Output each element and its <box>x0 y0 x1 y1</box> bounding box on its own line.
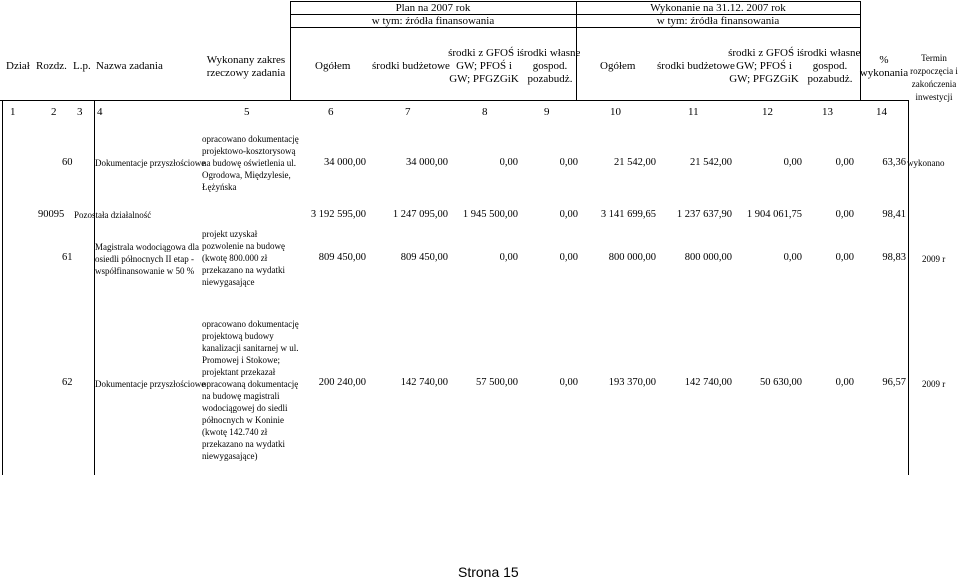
cell-budzet-exec: 800 000,00 <box>684 252 732 263</box>
cell-wlasne-plan: 0,00 <box>559 252 578 263</box>
execution-subtitle: w tym: źródła finansowania <box>656 15 780 27</box>
col-dzial: Dział <box>6 60 30 72</box>
row-nazwa: Pozostała działalność <box>74 210 152 220</box>
row-lp: 62 <box>62 377 73 388</box>
cell-gfos-plan: 0,00 <box>499 157 518 168</box>
colnum-5: 5 <box>244 106 250 118</box>
cell-procent: 96,57 <box>882 377 906 388</box>
row-nazwa: Magistrala wodociągowa dla osiedli północnych II etap - współfinansowanie w 50 % <box>95 242 199 276</box>
colnum-7: 7 <box>405 106 411 118</box>
row-nazwa: Dokumentacje przyszłościowe <box>95 379 206 389</box>
colnum-10: 10 <box>610 106 621 118</box>
colnum-14: 14 <box>876 106 887 118</box>
cell-wlasne-plan: 0,00 <box>559 377 578 388</box>
page-number: Strona 15 <box>458 564 519 580</box>
colnum-12: 12 <box>762 106 773 118</box>
row-rozdz: 90095 <box>38 209 65 220</box>
row-zakres: opracowano dokumentację projektowo-kosztorysową na budowę oświetlenia ul. Ogrodowa, Międzylesie, Łężyńska <box>202 134 299 192</box>
colnum-8: 8 <box>482 106 488 118</box>
colnum-2: 2 <box>51 106 57 118</box>
cell-wlasne-plan: 0,00 <box>559 157 578 168</box>
cell-wlasne-exec: 0,00 <box>835 157 854 168</box>
colnum-6: 6 <box>328 106 334 118</box>
row-zakres: projekt uzyskał pozwolenie na budowę (kwotę 800.000 zł przekazano na wydatki niewygasające <box>202 229 285 287</box>
cell-ogolem-plan: 34 000,00 <box>324 157 366 168</box>
col-budzet-exec: środki budżetowe <box>657 60 735 72</box>
colnum-4: 4 <box>97 106 103 118</box>
cell-budzet-exec: 142 740,00 <box>684 377 732 388</box>
cell-budzet-plan: 34 000,00 <box>406 157 448 168</box>
cell-budzet-exec: 21 542,00 <box>690 157 732 168</box>
col-budzet-plan: środki budżetowe <box>372 60 450 72</box>
cell-termin: 2009 r <box>922 254 946 264</box>
cell-gfos-exec: 0,00 <box>783 252 802 263</box>
col-zakres: Wykonany zakres rzeczowy zadania <box>206 54 286 79</box>
row-lp: 61 <box>62 252 73 263</box>
cell-gfos-exec: 0,00 <box>783 157 802 168</box>
col-wlasne-exec: środki własne gospod. pozabudż. <box>799 47 861 85</box>
cell-gfos-exec: 50 630,00 <box>760 377 802 388</box>
col-nazwa: Nazwa zadania <box>96 60 163 72</box>
col-rozdz: Rozdz. <box>36 60 67 72</box>
cell-gfos-exec: 1 904 061,75 <box>746 209 802 220</box>
row-zakres: opracowano dokumentację projektową budowy kanalizacji sanitarnej w ul. Promowej i Stokowe; projektant przekazał opracowaną dokumentację na budowę magistrali wodociągowej do siedli północnych w Koninie (kwotę 142.740 zł przekazano na wydatki niewygasające) <box>202 319 299 461</box>
cell-procent: 63,36 <box>882 157 906 168</box>
cell-ogolem-exec: 3 141 699,65 <box>600 209 656 220</box>
row-nazwa: Dokumentacje przyszłościowe <box>95 158 206 168</box>
plan-title: Plan na 2007 rok <box>395 2 471 14</box>
colnum-1: 1 <box>10 106 16 118</box>
colnum-3: 3 <box>77 106 83 118</box>
cell-wlasne-exec: 0,00 <box>835 377 854 388</box>
cell-budzet-plan: 809 450,00 <box>400 252 448 263</box>
row-left-border <box>2 100 3 475</box>
col-termin: Termin rozpoczęcia i zakończenia inwestycji <box>910 53 958 102</box>
cell-wlasne-plan: 0,00 <box>559 209 578 220</box>
plan-subtitle: w tym: źródła finansowania <box>371 15 495 27</box>
execution-title: Wykonanie na 31.12. 2007 rok <box>650 2 786 14</box>
cell-ogolem-exec: 193 370,00 <box>608 377 656 388</box>
cell-budzet-plan: 1 247 095,00 <box>392 209 448 220</box>
cell-procent: 98,83 <box>882 252 906 263</box>
col-gfos-plan: środki z GFOŚ i GW; PFOŚ i GW; PFGZGiK <box>448 47 520 85</box>
col-procent: % wykonania <box>859 54 909 79</box>
cell-ogolem-plan: 3 192 595,00 <box>310 209 366 220</box>
colnum-9: 9 <box>544 106 550 118</box>
cell-gfos-plan: 1 945 500,00 <box>462 209 518 220</box>
col-wlasne-plan: środki własne gospod. pozabudż. <box>519 47 581 85</box>
cell-wlasne-exec: 0,00 <box>835 252 854 263</box>
cell-gfos-plan: 57 500,00 <box>476 377 518 388</box>
row-lp: 60 <box>62 157 73 168</box>
cell-gfos-plan: 0,00 <box>499 252 518 263</box>
cell-termin: 2009 r <box>922 379 946 389</box>
cell-termin: wykonano <box>907 158 945 168</box>
cell-procent: 98,41 <box>882 209 906 220</box>
cell-ogolem-exec: 21 542,00 <box>614 157 656 168</box>
cell-budzet-plan: 142 740,00 <box>400 377 448 388</box>
cell-ogolem-exec: 800 000,00 <box>608 252 656 263</box>
col-ogolem-plan: Ogółem <box>315 60 351 72</box>
cell-ogolem-plan: 200 240,00 <box>318 377 366 388</box>
cell-wlasne-exec: 0,00 <box>835 209 854 220</box>
col-gfos-exec: środki z GFOŚ i GW; PFOŚ i GW; PFGZGiK <box>728 47 800 85</box>
cell-ogolem-plan: 809 450,00 <box>318 252 366 263</box>
col-lp: L.p. <box>73 60 91 72</box>
colnum-11: 11 <box>688 106 699 118</box>
colnum-13: 13 <box>822 106 833 118</box>
cell-budzet-exec: 1 237 637,90 <box>676 209 732 220</box>
col-ogolem-exec: Ogółem <box>600 60 636 72</box>
header-bottom-line <box>0 100 908 101</box>
